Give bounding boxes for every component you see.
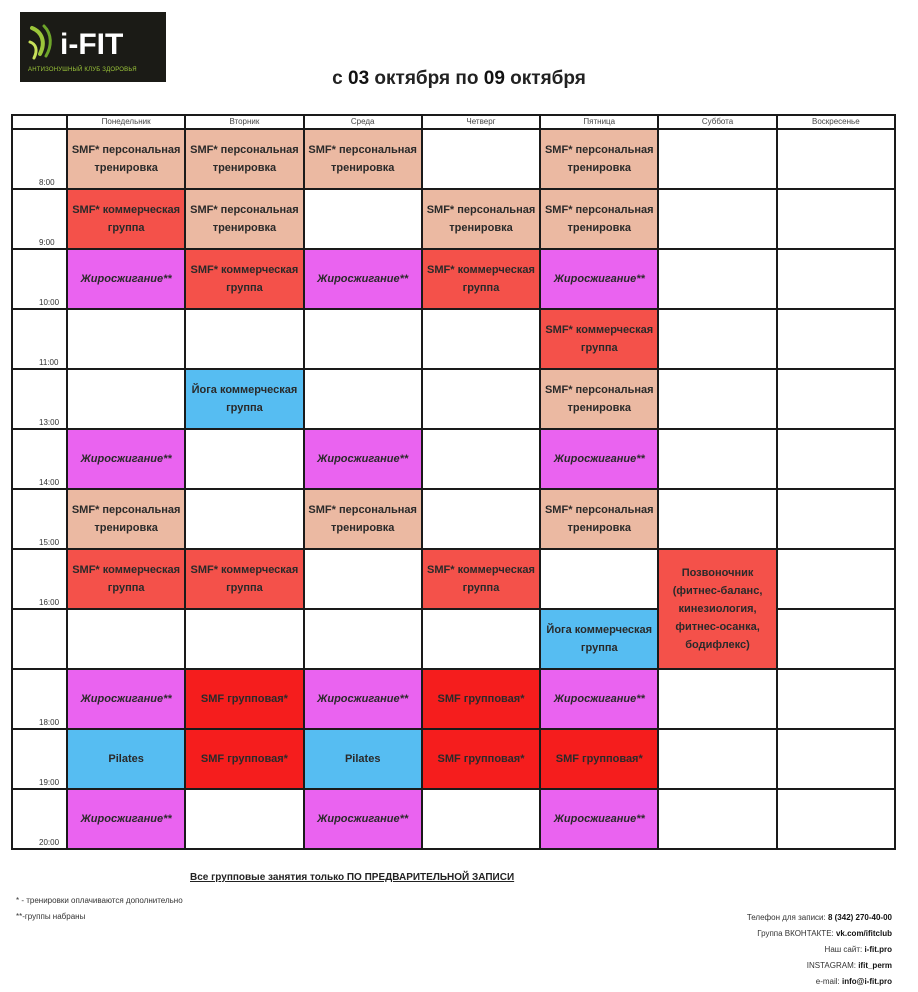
class-cell-zhar: Жиросжигание** <box>67 669 185 729</box>
empty-cell <box>658 129 776 189</box>
day-header: Суббота <box>658 115 776 129</box>
contacts-block <box>747 910 892 990</box>
schedule-row <box>12 669 895 729</box>
class-cell-comm: SMF* коммерческая группа <box>540 309 658 369</box>
empty-cell <box>422 609 540 669</box>
title-prefix: с <box>332 68 348 89</box>
empty-cell <box>658 729 776 789</box>
class-cell-pil: Pilates <box>304 729 422 789</box>
schedule-header-row <box>12 115 895 129</box>
empty-cell <box>422 789 540 849</box>
logo-tagline: АНТИЗОНУШНЫЙ КЛУБ ЗДОРОВЬЯ <box>28 67 137 73</box>
time-cell <box>12 669 67 729</box>
empty-cell <box>304 609 422 669</box>
time-cell <box>12 129 67 189</box>
class-cell-zhar: Жиросжигание** <box>67 249 185 309</box>
empty-cell <box>304 369 422 429</box>
title-suffix: октября <box>504 68 586 89</box>
class-cell-comm: SMF* коммерческая группа <box>67 549 185 609</box>
leaf-swoosh-icon <box>28 22 58 62</box>
empty-cell <box>658 189 776 249</box>
class-cell-yoga: Йога коммерческая группа <box>540 609 658 669</box>
class-cell-pers: SMF* персональная тренировка <box>304 489 422 549</box>
empty-cell <box>658 669 776 729</box>
class-cell-pil: Pilates <box>67 729 185 789</box>
class-cell-yoga: Йога коммерческая группа <box>185 369 303 429</box>
empty-cell <box>422 489 540 549</box>
contact-line: Телефон для записи: 8 (342) 270-40-00 <box>746 913 892 922</box>
class-cell-grp: SMF групповая* <box>185 669 303 729</box>
contact-line: e-mail: info@i-fit.pro <box>815 977 892 986</box>
class-cell-grp: SMF групповая* <box>540 729 658 789</box>
empty-cell <box>777 249 895 309</box>
empty-cell <box>777 189 895 249</box>
time-cell <box>12 729 67 789</box>
class-cell-zhar: Жиросжигание** <box>540 669 658 729</box>
class-cell-zhar: Жиросжигание** <box>304 669 422 729</box>
time-label: 15:00 <box>39 538 60 547</box>
time-column-header <box>12 115 67 129</box>
class-cell-comm: SMF* коммерческая группа <box>422 549 540 609</box>
empty-cell <box>658 789 776 849</box>
empty-cell <box>777 609 895 669</box>
empty-cell <box>422 429 540 489</box>
class-cell-zhar: Жиросжигание** <box>540 249 658 309</box>
class-cell-pers: SMF* персональная тренировка <box>540 189 658 249</box>
groups-full-note: **-группы набраны <box>16 912 86 921</box>
time-cell <box>12 429 67 489</box>
class-cell-poz: Позвоночник (фитнес-баланс, кинезиология, фитнес-осанка, бодифлекс) <box>658 549 776 669</box>
empty-cell <box>777 549 895 609</box>
class-cell-zhar: Жиросжигание** <box>304 789 422 849</box>
time-cell <box>12 369 67 429</box>
empty-cell <box>777 429 895 489</box>
empty-cell <box>185 789 303 849</box>
time-label: 13:00 <box>39 418 60 427</box>
empty-cell <box>658 489 776 549</box>
schedule-table <box>11 114 896 850</box>
class-cell-pers: SMF* персональная тренировка <box>304 129 422 189</box>
schedule-row <box>12 489 895 549</box>
empty-cell <box>777 309 895 369</box>
empty-cell <box>185 489 303 549</box>
time-label: 14:00 <box>39 478 60 487</box>
time-cell <box>12 489 67 549</box>
empty-cell <box>304 309 422 369</box>
contact-line: INSTAGRAM: ifit_perm <box>806 961 892 970</box>
schedule-row <box>12 729 895 789</box>
contact-line: Наш сайт: i-fit.pro <box>824 945 892 954</box>
title-end-date: 09 <box>483 68 505 89</box>
time-label: 11:00 <box>39 358 59 367</box>
empty-cell <box>185 429 303 489</box>
empty-cell <box>67 609 185 669</box>
day-header: Понедельник <box>67 115 185 129</box>
paid-note: * - тренировки оплачиваются дополнительно <box>16 896 183 905</box>
time-cell <box>12 609 67 669</box>
logo-text: i-FIT <box>60 28 124 61</box>
empty-cell <box>658 309 776 369</box>
time-cell <box>12 789 67 849</box>
time-label: 18:00 <box>39 718 60 727</box>
empty-cell <box>422 309 540 369</box>
empty-cell <box>422 369 540 429</box>
class-cell-pers: SMF* персональная тренировка <box>185 129 303 189</box>
day-header: Вторник <box>185 115 303 129</box>
schedule-body <box>12 129 895 849</box>
class-cell-grp: SMF групповая* <box>422 729 540 789</box>
day-header: Среда <box>304 115 422 129</box>
class-cell-pers: SMF* персональная тренировка <box>540 129 658 189</box>
time-cell <box>12 189 67 249</box>
class-cell-zhar: Жиросжигание** <box>304 429 422 489</box>
class-cell-zhar: Жиросжигание** <box>540 429 658 489</box>
empty-cell <box>67 369 185 429</box>
empty-cell <box>185 309 303 369</box>
day-header: Пятница <box>540 115 658 129</box>
empty-cell <box>777 129 895 189</box>
class-cell-comm: SMF* коммерческая группа <box>422 249 540 309</box>
class-cell-comm: SMF* коммерческая группа <box>67 189 185 249</box>
time-label: 20:00 <box>39 838 60 847</box>
class-cell-grp: SMF групповая* <box>422 669 540 729</box>
time-label: 9:00 <box>39 238 55 247</box>
title-mid: октября по <box>369 68 484 89</box>
empty-cell <box>422 129 540 189</box>
empty-cell <box>67 309 185 369</box>
class-cell-pers: SMF* персональная тренировка <box>185 189 303 249</box>
class-cell-grp: SMF групповая* <box>185 729 303 789</box>
time-label: 19:00 <box>39 778 60 787</box>
class-cell-pers: SMF* персональная тренировка <box>422 189 540 249</box>
schedule-row <box>12 429 895 489</box>
empty-cell <box>777 789 895 849</box>
empty-cell <box>304 549 422 609</box>
empty-cell <box>777 369 895 429</box>
empty-cell <box>658 429 776 489</box>
class-cell-pers: SMF* персональная тренировка <box>67 489 185 549</box>
schedule-row <box>12 549 895 609</box>
class-cell-comm: SMF* коммерческая группа <box>185 249 303 309</box>
schedule-row <box>12 369 895 429</box>
schedule-row <box>12 789 895 849</box>
class-cell-zhar: Жиросжигание** <box>67 789 185 849</box>
day-header: Четверг <box>422 115 540 129</box>
time-cell <box>12 549 67 609</box>
empty-cell <box>777 669 895 729</box>
schedule-row <box>12 309 895 369</box>
class-cell-pers: SMF* персональная тренировка <box>67 129 185 189</box>
contact-line: Группа ВКОНТАКТЕ: vk.com/ifitclub <box>757 929 892 938</box>
class-cell-zhar: Жиросжигание** <box>540 789 658 849</box>
empty-cell <box>304 189 422 249</box>
empty-cell <box>777 729 895 789</box>
class-cell-comm: SMF* коммерческая группа <box>185 549 303 609</box>
empty-cell <box>540 549 658 609</box>
class-cell-zhar: Жиросжигание** <box>304 249 422 309</box>
class-cell-pers: SMF* персональная тренировка <box>540 369 658 429</box>
empty-cell <box>185 609 303 669</box>
time-cell <box>12 249 67 309</box>
time-label: 8:00 <box>39 178 55 187</box>
schedule-row <box>12 129 895 189</box>
booking-note: Все групповые занятия только ПО ПРЕДВАРИТЕЛЬНОЙ ЗАПИСИ <box>190 872 515 883</box>
empty-cell <box>658 249 776 309</box>
schedule-row <box>12 249 895 309</box>
title-start-date: 03 <box>348 68 370 89</box>
schedule-row <box>12 189 895 249</box>
time-label: 10:00 <box>39 298 60 307</box>
empty-cell <box>658 369 776 429</box>
class-cell-pers: SMF* персональная тренировка <box>540 489 658 549</box>
class-cell-zhar: Жиросжигание** <box>67 429 185 489</box>
day-header: Воскресенье <box>777 115 895 129</box>
page-title <box>0 68 918 90</box>
empty-cell <box>777 489 895 549</box>
time-cell <box>12 309 67 369</box>
time-label: 16:00 <box>39 598 60 607</box>
